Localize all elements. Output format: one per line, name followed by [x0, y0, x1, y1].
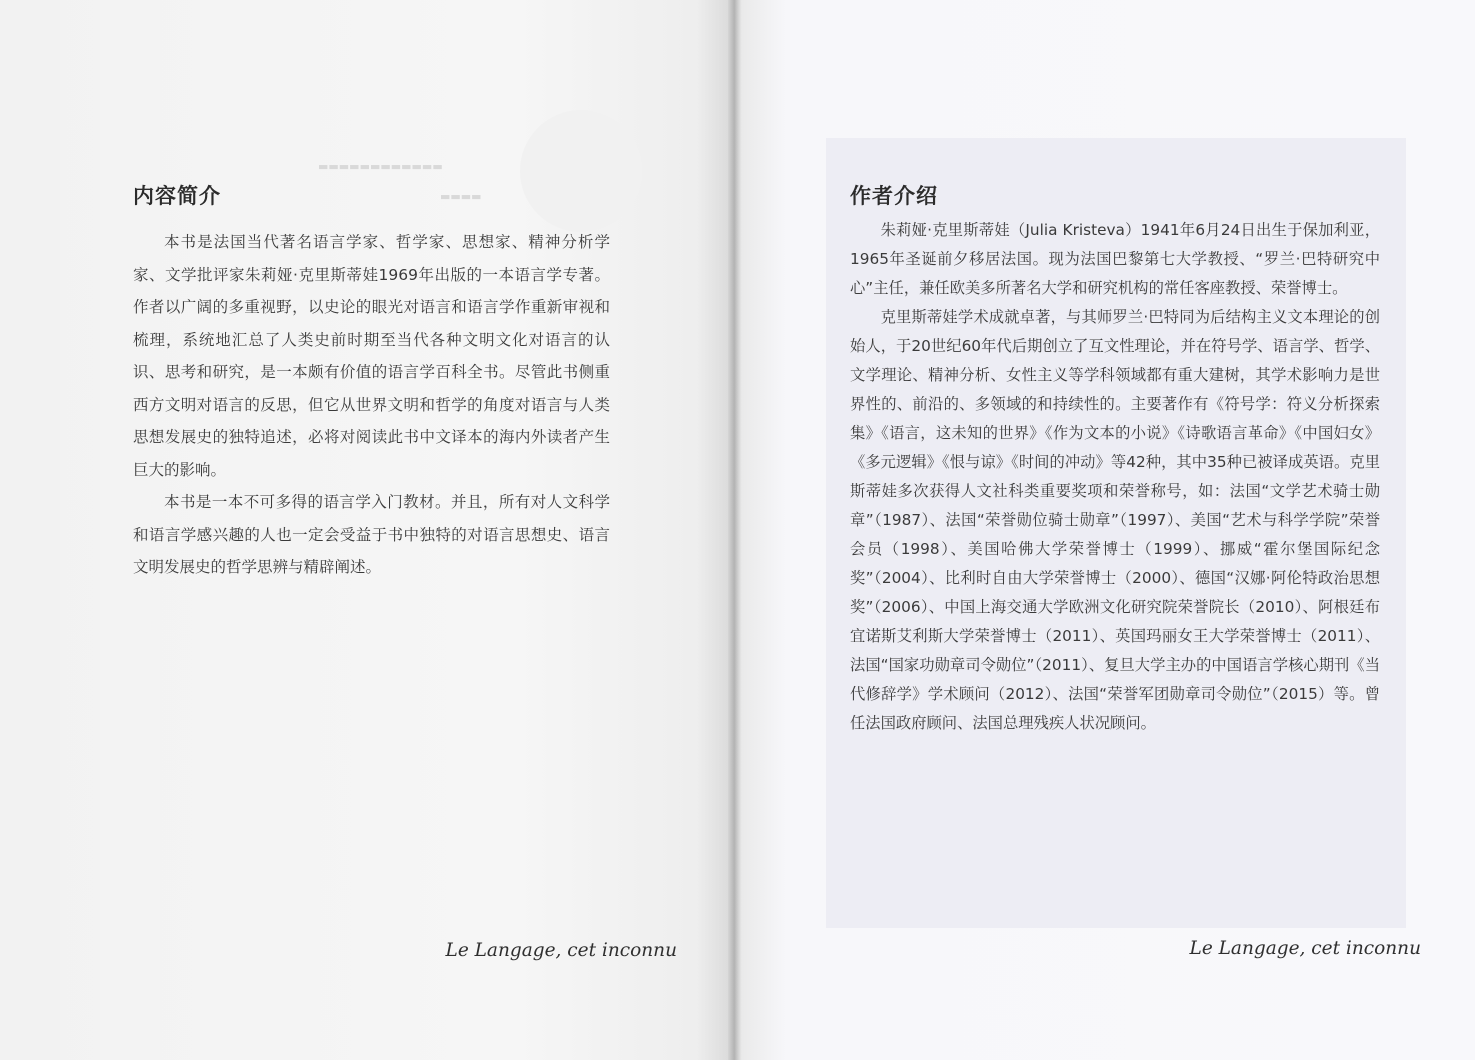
summary-paragraph: 本书是法国当代著名语言学家、哲学家、思想家、精神分析学家、文学批评家朱莉娅·克里斯蒂娃1969年出版的一本语言学专著。作者以广阔的多重视野，以史论的眼光对语言和语言学作重新审视和梳理，系统地汇总了人类史前时期至当代各种文明文化对语言的认识、思考和研究，是一本颇有价值的语言学百科全书。尽管此书侧重西方文明对语言的反思，但它从世界文明和哲学的角度对语言与人类思想发展史的独特追述，必将对阅读此书中文译本的海内外读者产生巨大的影响。 [133, 233, 610, 479]
content-summary-heading: 内容简介 [133, 184, 221, 208]
bleed-through-mark: ▬▬▬▬▬▬▬▬▬▬▬▬ [318, 160, 443, 173]
summary-paragraph: 本书是一本不可多得的语言学入门教材。并且，所有对人文科学和语言学感兴趣的人也一定会受益于书中独特的对语言思想史、语言文明发展史的哲学思辨与精辟阐述。 [133, 493, 610, 576]
content-summary-body [133, 226, 610, 584]
author-intro-body [850, 216, 1380, 738]
running-footer-title: Le Langage, cet inconnu [445, 940, 677, 961]
running-footer-title: Le Langage, cet inconnu [1189, 938, 1421, 959]
author-paragraph: 朱莉娅·克里斯蒂娃（Julia Kristeva）1941年6月24日出生于保加利亚，1965年圣诞前夕移居法国。现为法国巴黎第七大学教授、“罗兰·巴特研究中心”主任，兼任欧美多所著名大学和研究机构的常任客座教授、荣誉博士。 [850, 221, 1380, 297]
bleed-through-mark: ▬▬▬▬ [440, 190, 482, 203]
right-page [742, 0, 1475, 1060]
bleed-through-circle [520, 110, 642, 232]
book-spine [728, 0, 742, 1060]
left-page [0, 0, 733, 1060]
author-intro-heading: 作者介绍 [850, 184, 938, 208]
author-paragraph: 克里斯蒂娃学术成就卓著，与其师罗兰·巴特同为后结构主义文本理论的创始人，于20世纪60年代后期创立了互文性理论，并在符号学、语言学、哲学、文学理论、精神分析、女性主义等学科领域都有重大建树，其学术影响力是世界性的、前沿的、多领域的和持续性的。主要著作有《符号学：符义分析探索集》《语言，这未知的世界》《作为文本的小说》《诗歌语言革命》《中国妇女》《多元逻辑》《恨与谅》《时间的冲动》等42种，其中35种已被译成英语。克里斯蒂娃多次获得人文社科类重要奖项和荣誉称号，如：法国“文学艺术骑士勋章”（1987）、法国“荣誉勋位骑士勋章”（1997）、美国“艺术与科学学院”荣誉会员（1998）、美国哈佛大学荣誉博士（1999）、挪威“霍尔堡国际纪念奖”（2004）、比利时自由大学荣誉博士（2000）、德国“汉娜·阿伦特政治思想奖”（2006）、中国上海交通大学欧洲文化研究院荣誉院长（2010）、阿根廷布宜诺斯艾利斯大学荣誉博士（2011）、英国玛丽女王大学荣誉博士（2011）、法国“国家功勋章司令勋位”（2011）、复旦大学主办的中国语言学核心期刊《当代修辞学》学术顾问（2012）、法国“荣誉军团勋章司令勋位”（2015）等。曾任法国政府顾问、法国总理残疾人状况顾问。 [850, 308, 1380, 732]
